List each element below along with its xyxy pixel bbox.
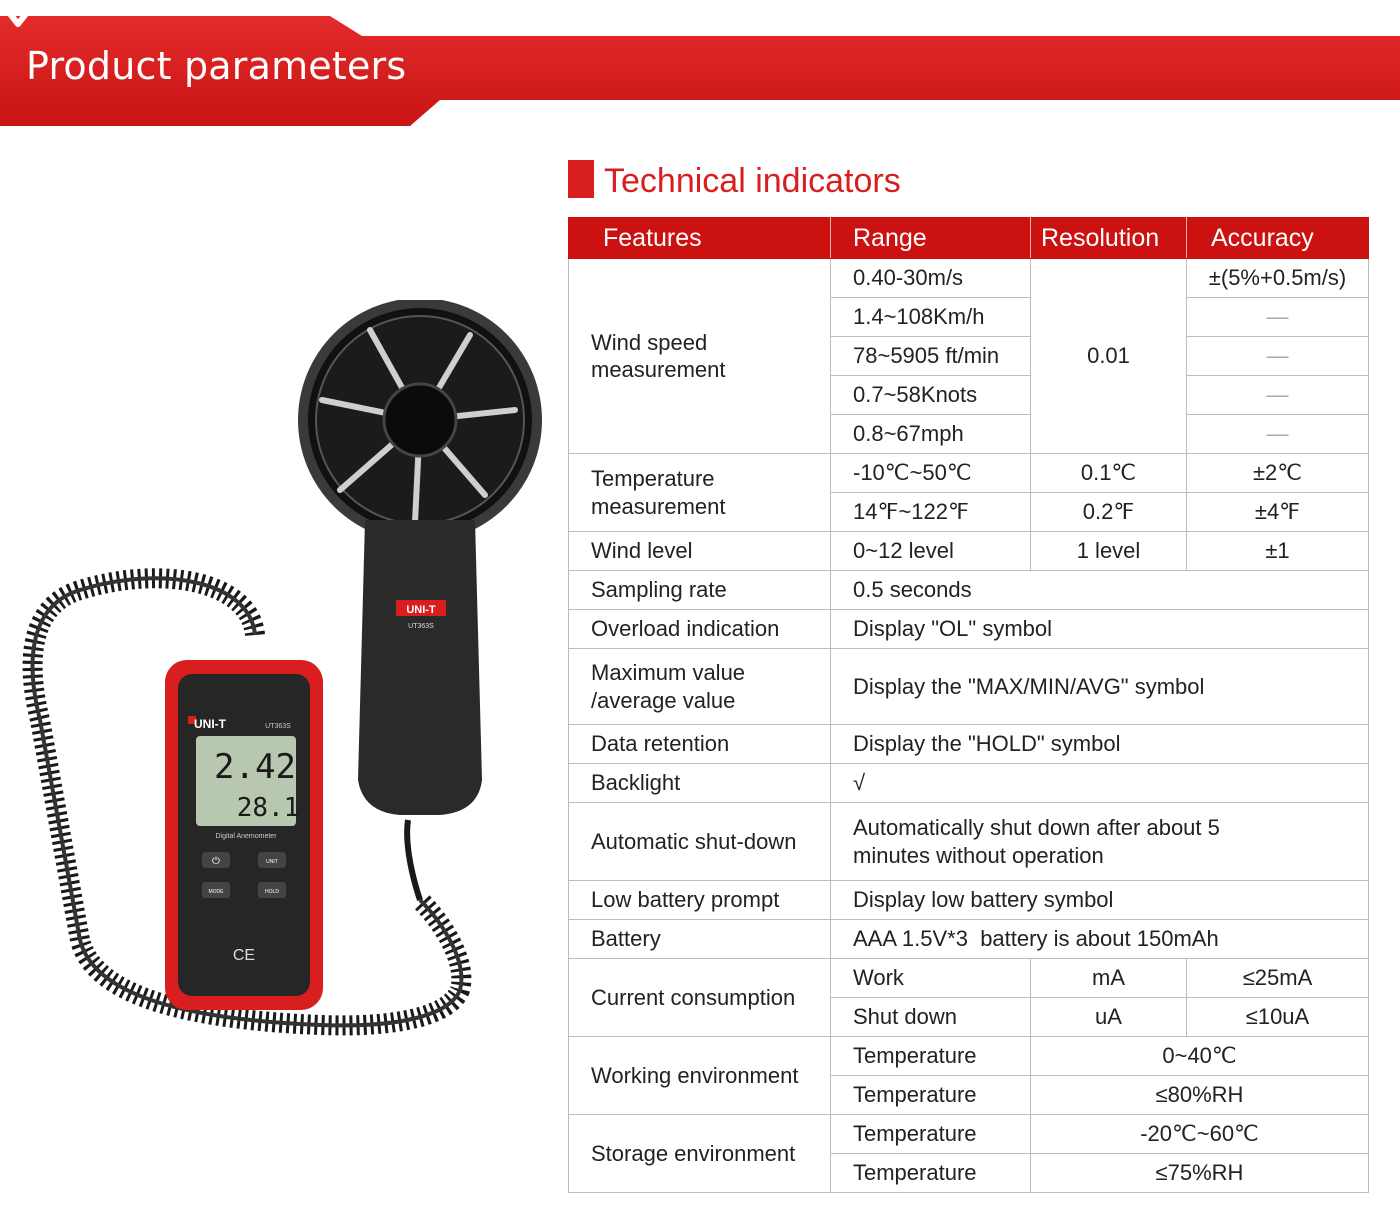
spec-table <box>568 217 1369 1193</box>
table-row <box>569 764 1369 803</box>
range-cell: -10℃~50℃ <box>831 454 1031 493</box>
lcd-reading-wind: 2.42 <box>214 747 296 787</box>
label-cell: Work <box>831 959 1031 998</box>
accuracy-cell: ±(5%+0.5m/s) <box>1187 259 1369 298</box>
accuracy-cell: — <box>1187 415 1369 454</box>
feature-temperature: Temperature measurement <box>569 454 831 532</box>
header-accuracy: Accuracy <box>1187 218 1369 259</box>
accuracy-cell: ±2℃ <box>1187 454 1369 493</box>
value-cell: ≤80%RH <box>1031 1076 1369 1115</box>
table-row <box>569 1037 1369 1076</box>
value-cell: ≤10uA <box>1187 998 1369 1037</box>
lcd-reading-temp: 28.1 <box>236 793 300 823</box>
value-cell: -20℃~60℃ <box>1031 1115 1369 1154</box>
header-resolution: Resolution <box>1031 218 1187 259</box>
feature-working-env: Working environment <box>569 1037 831 1115</box>
feature-auto-shutdown: Automatic shut-down <box>569 803 831 881</box>
range-cell: 0.40-30m/s <box>831 259 1031 298</box>
product-parameters-banner <box>0 0 1400 130</box>
value-cell: Automatically shut down after about 5 minutes without operation <box>831 803 1369 881</box>
range-cell: 14℉~122℉ <box>831 493 1031 532</box>
table-row <box>569 532 1369 571</box>
range-cell: 0~12 level <box>831 532 1031 571</box>
feature-backlight: Backlight <box>569 764 831 803</box>
table-row <box>569 959 1369 998</box>
ce-mark: CE <box>232 947 256 964</box>
table-row <box>569 571 1369 610</box>
feature-low-battery: Low battery prompt <box>569 881 831 920</box>
meter-brand-text: UNI-T <box>194 717 226 731</box>
table-row <box>569 454 1369 493</box>
power-icon: ⏻ <box>212 856 220 867</box>
feature-wind-speed: Wind speed measurement <box>569 259 831 454</box>
value-cell: ≤25mA <box>1187 959 1369 998</box>
meter-body <box>165 660 323 1010</box>
value-cell: Display the "HOLD" symbol <box>831 725 1369 764</box>
unit-cell: mA <box>1031 959 1187 998</box>
unit-button-label: UNIT <box>266 859 278 865</box>
label-cell: Shut down <box>831 998 1031 1037</box>
feature-sampling-rate: Sampling rate <box>569 571 831 610</box>
resolution-cell: 1 level <box>1031 532 1187 571</box>
header-range: Range <box>831 218 1031 259</box>
label-cell: Temperature <box>831 1076 1031 1115</box>
value-cell: 0~40℃ <box>1031 1037 1369 1076</box>
value-cell: Display the "MAX/MIN/AVG" symbol <box>831 649 1369 725</box>
hold-button-label: HOLD <box>265 889 279 895</box>
value-cell: AAA 1.5V*3 battery is about 150mAh <box>831 920 1369 959</box>
accuracy-cell: — <box>1187 376 1369 415</box>
value-cell: ≤75%RH <box>1031 1154 1369 1193</box>
table-row <box>569 920 1369 959</box>
label-cell: Temperature <box>831 1037 1031 1076</box>
feature-wind-level: Wind level <box>569 532 831 571</box>
table-header-row <box>569 218 1369 259</box>
probe-model-text: UT363S <box>408 623 434 630</box>
resolution-cell: 0.01 <box>1031 259 1187 454</box>
fan-probe <box>298 300 542 815</box>
table-row <box>569 610 1369 649</box>
accuracy-cell: ±1 <box>1187 532 1369 571</box>
range-cell: 0.8~67mph <box>831 415 1031 454</box>
range-cell: 1.4~108Km/h <box>831 298 1031 337</box>
unit-cell: uA <box>1031 998 1187 1037</box>
probe-brand-text: UNI-T <box>406 604 436 616</box>
resolution-cell: 0.2℉ <box>1031 493 1187 532</box>
header-features: Features <box>569 218 831 259</box>
value-cell: 0.5 seconds <box>831 571 1369 610</box>
table-row <box>569 803 1369 881</box>
label-cell: Temperature <box>831 1154 1031 1193</box>
feature-storage-env: Storage environment <box>569 1115 831 1193</box>
heading-accent-bar <box>568 160 594 198</box>
banner-title: Product parameters <box>26 44 407 88</box>
meter-caption: Digital Anemometer <box>215 833 277 840</box>
accuracy-cell: ±4℉ <box>1187 493 1369 532</box>
table-row <box>569 259 1369 298</box>
range-cell: 0.7~58Knots <box>831 376 1031 415</box>
mode-button-label: MODE <box>208 889 224 895</box>
value-cell: Display low battery symbol <box>831 881 1369 920</box>
feature-max-avg: Maximum value /average value <box>569 649 831 725</box>
table-row <box>569 725 1369 764</box>
resolution-cell: 0.1℃ <box>1031 454 1187 493</box>
meter-model-text: UT363S <box>265 723 291 730</box>
feature-data-retention: Data retention <box>569 725 831 764</box>
value-cell: √ <box>831 764 1369 803</box>
feature-overload: Overload indication <box>569 610 831 649</box>
table-row <box>569 1115 1369 1154</box>
section-title: Technical indicators <box>604 162 901 200</box>
value-cell: Display "OL" symbol <box>831 610 1369 649</box>
chevron-down-icon <box>0 0 36 30</box>
accuracy-cell: — <box>1187 298 1369 337</box>
label-cell: Temperature <box>831 1115 1031 1154</box>
feature-current: Current consumption <box>569 959 831 1037</box>
anemometer-product-image <box>20 300 560 1070</box>
accuracy-cell: — <box>1187 337 1369 376</box>
range-cell: 78~5905 ft/min <box>831 337 1031 376</box>
feature-battery: Battery <box>569 920 831 959</box>
table-row <box>569 881 1369 920</box>
table-row <box>569 649 1369 725</box>
